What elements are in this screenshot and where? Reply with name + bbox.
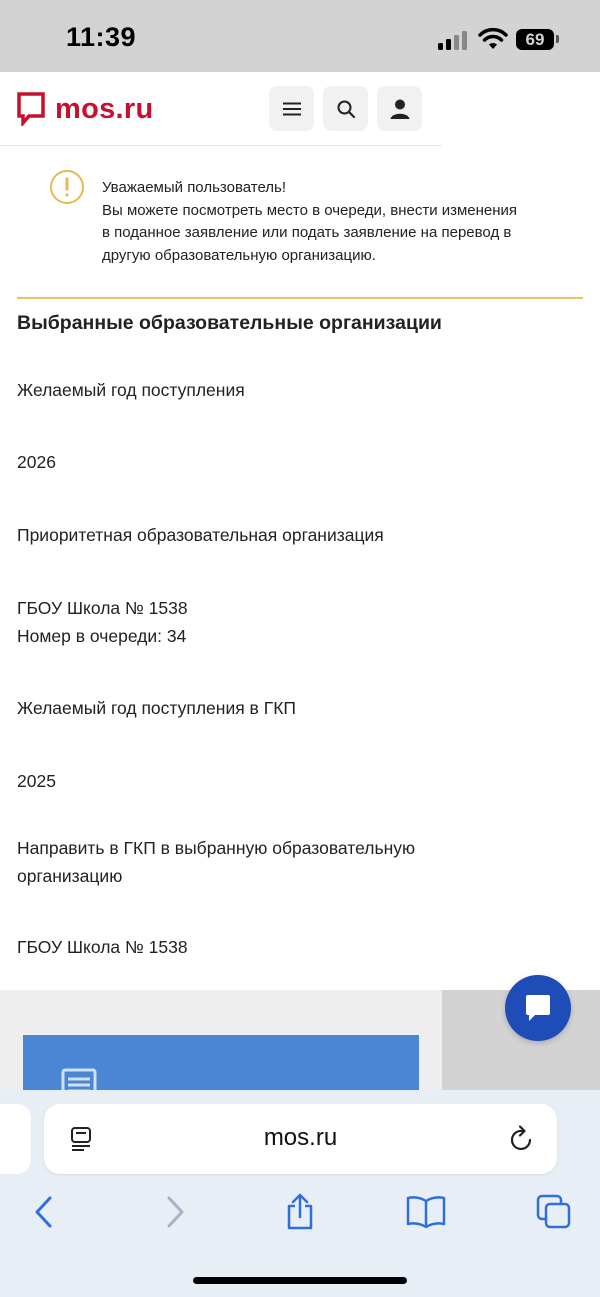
tabs-button[interactable]	[534, 1192, 574, 1232]
back-icon	[34, 1196, 54, 1228]
url-text: mos.ru	[263, 1124, 338, 1151]
status-bar	[0, 0, 600, 72]
cellular-signal-icon	[438, 30, 468, 50]
row-line: ГБОУ Школа № 1538	[17, 598, 188, 618]
bookmarks-icon	[406, 1195, 446, 1229]
notice-box	[17, 160, 583, 299]
row-line: Направить в ГКП в выбранную образовательную	[17, 838, 416, 858]
status-time: 11:39	[66, 22, 137, 52]
wifi-icon	[478, 27, 508, 51]
share-button[interactable]	[280, 1192, 320, 1232]
forward-icon	[165, 1196, 185, 1228]
search-button[interactable]	[323, 86, 368, 131]
back-button[interactable]	[24, 1192, 64, 1232]
forward-button[interactable]	[155, 1192, 195, 1232]
site-header	[0, 72, 442, 146]
row-line: Желаемый год поступления в ГКП	[17, 698, 296, 718]
notice-line: Вы можете посмотреть место в очереди, внести изменения	[102, 201, 518, 219]
row-line: 2025	[17, 771, 56, 791]
row-line: Приоритетная образовательная организация	[17, 525, 384, 545]
label-desired-year	[17, 377, 245, 405]
row-line: Желаемый год поступления	[17, 380, 245, 400]
label-gkp-year	[17, 695, 296, 723]
chat-button[interactable]	[505, 975, 571, 1041]
chat-icon	[523, 993, 553, 1023]
value-desired-year	[17, 449, 56, 477]
home-indicator	[193, 1277, 407, 1284]
browser-toolbar	[0, 1090, 600, 1297]
menu-icon	[282, 101, 302, 117]
row-line: организацию	[17, 865, 123, 886]
previous-tab-preview[interactable]	[0, 1104, 31, 1174]
share-icon	[284, 1193, 316, 1231]
notice-line: Уважаемый пользователь!	[102, 179, 287, 196]
row-line: 2026	[17, 452, 56, 472]
notice-line: другую образовательную организацию.	[102, 246, 376, 264]
mos-logo[interactable]	[17, 92, 154, 126]
menu-button[interactable]	[269, 86, 314, 131]
tabs-icon	[536, 1194, 572, 1230]
value-gkp-year	[17, 768, 56, 796]
battery-icon: 69	[516, 29, 554, 50]
notice-text	[102, 177, 572, 267]
address-bar[interactable]	[44, 1104, 557, 1174]
search-icon	[336, 99, 356, 119]
notice-line: в поданное заявление или подать заявление на перевод в	[102, 224, 512, 241]
bookmarks-button[interactable]	[406, 1192, 446, 1232]
user-button[interactable]	[377, 86, 422, 131]
label-priority-organization	[17, 522, 384, 550]
user-icon	[389, 98, 411, 120]
value-priority-organization	[17, 595, 188, 650]
label-gkp-direct	[17, 835, 415, 890]
queue-number: Номер в очереди: 34	[17, 625, 187, 646]
logo-text: mos.ru	[55, 92, 154, 125]
value-gkp-organization	[17, 934, 188, 962]
battery-cap	[556, 35, 559, 43]
logo-icon	[17, 92, 45, 126]
section-title: Выбранные образовательные организации	[17, 312, 442, 334]
warning-icon	[50, 170, 84, 204]
row-line: ГБОУ Школа № 1538	[17, 937, 188, 957]
reload-icon[interactable]	[509, 1125, 535, 1153]
